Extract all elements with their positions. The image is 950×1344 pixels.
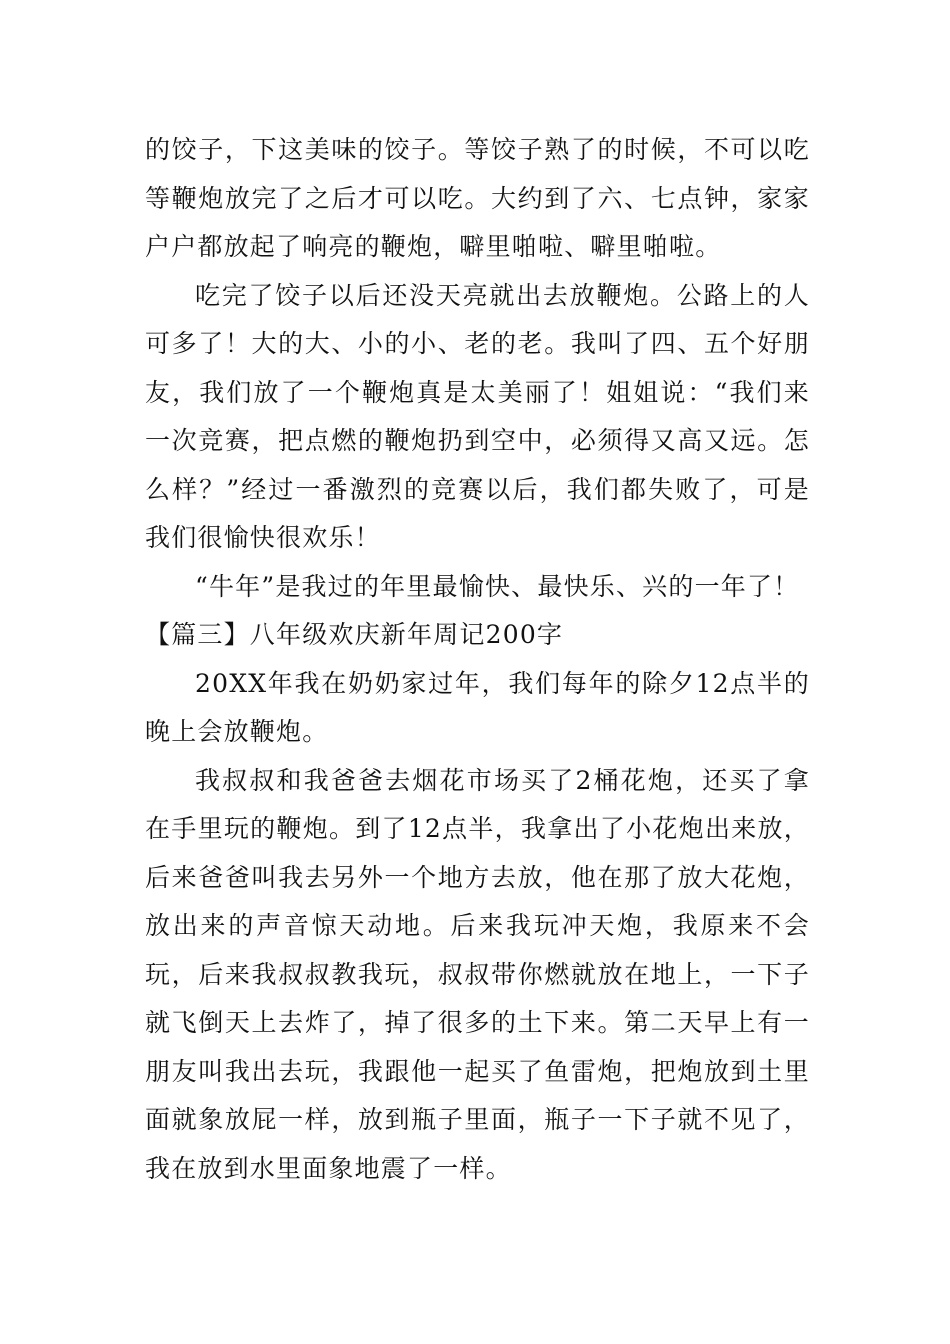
section-heading: 【篇三】八年级欢庆新年周记200字 [145, 620, 564, 649]
paragraph-going-out: 吃完了饺子以后还没天亮就出去放鞭炮。公路上的人可多了！大的大、小的小、老的老。我叫了四、五个好朋友，我们放了一个鞭炮真是太美丽了！姐姐说：“我们来一次竞赛，把点燃的鞭炮扔到空中，必须得又高又远。怎么样？”经过一番激烈的竞赛以后，我们都失败了，可是我们很愉快很欢乐！ [145, 280, 810, 552]
document-body [145, 126, 810, 1193]
paragraph-grandma-house: 20XX年我在奶奶家过年，我们每年的除夕12点半的晚上会放鞭炮。 [145, 668, 810, 746]
paragraph-continuation: 的饺子，下这美味的饺子。等饺子熟了的时候，不可以吃等鞭炮放完了之后才可以吃。大约到了六、七点钟，家家户户都放起了响亮的鞭炮，噼里啪啦、噼里啪啦。 [145, 135, 810, 261]
paragraph-fireworks-story: 我叔叔和我爸爸去烟花市场买了2桶花炮，还买了拿在手里玩的鞭炮。到了12点半，我拿出了小花炮出来放，后来爸爸叫我去另外一个地方去放，他在那了放大花炮，放出来的声音惊天动地。后来我玩冲天炮，我原来不会玩，后来我叔叔教我玩，叔叔带你燃就放在地上，一下子就飞倒天上去炸了，掉了很多的土下来。第二天早上有一朋友叫我出去玩，我跟他一起买了鱼雷炮，把炮放到土里面就象放屁一样，放到瓶子里面，瓶子一下子就不见了，我在放到水里面象地震了一样。 [145, 765, 810, 1183]
paragraph-ox-year: “牛年”是我过的年里最愉快、最快乐、兴的一年了！ [195, 571, 800, 601]
